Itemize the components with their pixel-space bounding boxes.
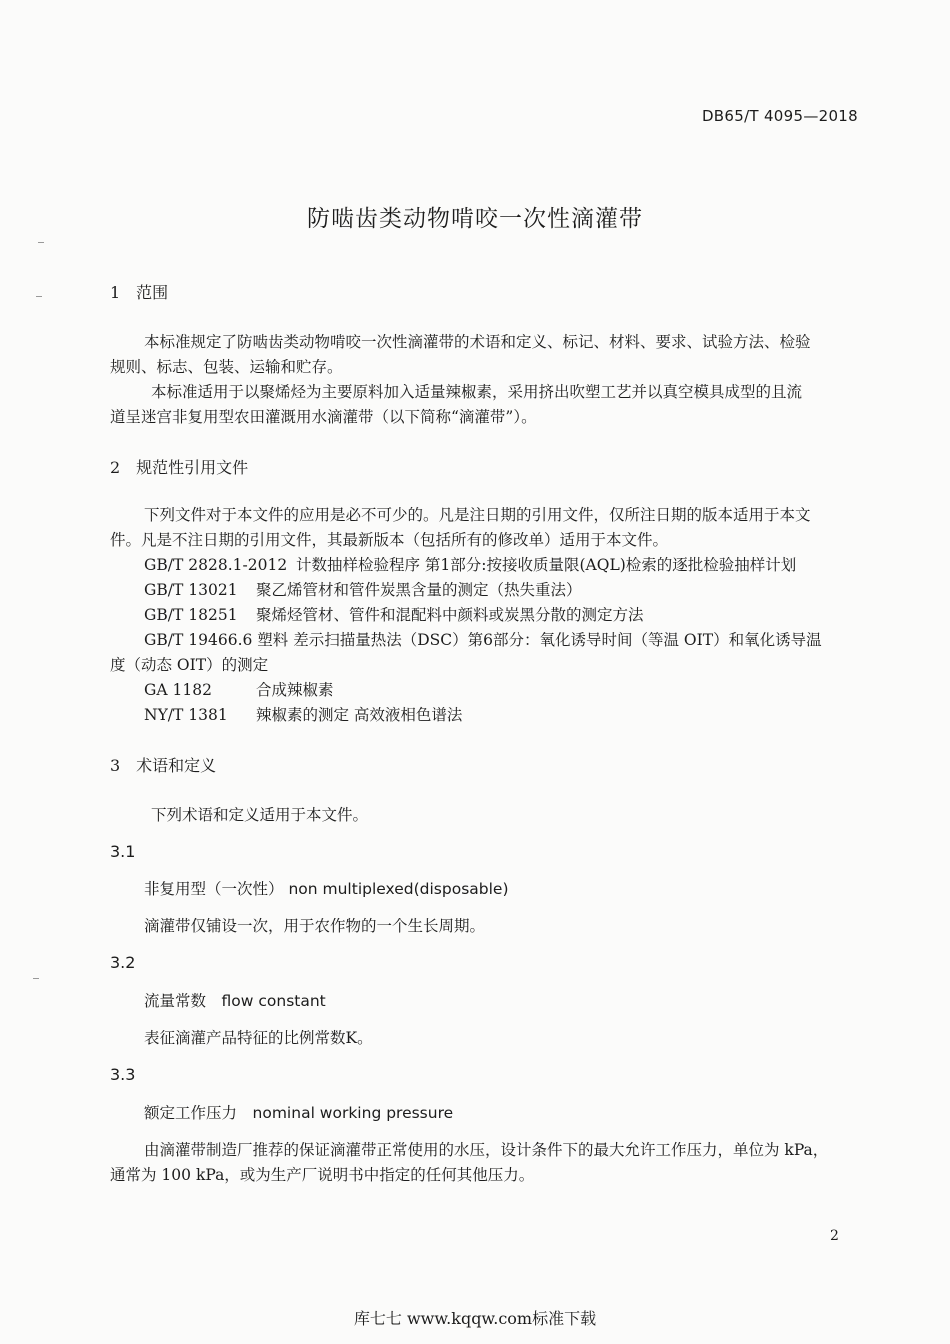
scan-mark: [38, 242, 44, 243]
reference-code: GB/T 18251: [144, 606, 238, 624]
section-3-intro: 下列术语和定义适用于本文件。: [151, 806, 369, 824]
reference-code: GB/T 2828.1-2012: [144, 556, 288, 574]
term-definition: 表征滴灌产品特征的比例常数K。: [144, 1029, 373, 1047]
term-title: [144, 877, 509, 899]
term-zh: 流量常数: [144, 992, 207, 1010]
term-number: 3.2: [110, 953, 136, 972]
reference-item-continued: [110, 653, 268, 675]
term-number: 3.3: [110, 1065, 136, 1084]
section-2-paragraph-line-1: 下列文件对于本文件的应用是必不可少的。凡是注日期的引用文件，仅所注日期的版本适用于本文: [144, 506, 811, 524]
scan-mark: [36, 296, 42, 297]
reference-title: 计数抽样检验程序 第1部分:按接收质量限(AQL)检索的逐批检验抽样计划: [296, 556, 797, 574]
footer-watermark: 库七七 www.kqqw.com标准下载: [353, 1309, 597, 1328]
term-en: non multiplexed(disposable): [288, 880, 509, 898]
reference-title: 聚乙烯管材和管件炭黑含量的测定（热失重法）: [256, 581, 582, 599]
term-definition-line-2: 通常为 100 kPa，或为生产厂说明书中指定的任何其他压力。: [110, 1166, 535, 1184]
reference-code: NY/T 1381: [144, 706, 228, 724]
section-1-paragraph-1-line-2: 规则、标志、包装、运输和贮存。: [110, 358, 343, 376]
reference-item: [144, 578, 582, 600]
section-1-heading: 1 范围: [110, 283, 169, 302]
term-definition: 滴灌带仅铺设一次，用于农作物的一个生长周期。: [144, 917, 486, 935]
section-3-heading: 3 术语和定义: [110, 756, 217, 775]
term-zh: 额定工作压力: [144, 1104, 238, 1122]
reference-title: 度（动态 OIT）的测定: [110, 656, 269, 674]
section-2-paragraph-line-2: 件。凡是不注日期的引用文件，其最新版本（包括所有的修改单）适用于本文件。: [110, 531, 669, 549]
term-en: flow constant: [221, 992, 326, 1010]
term-title: [144, 989, 326, 1011]
scan-mark: [33, 978, 39, 979]
reference-code: GA 1182: [144, 681, 212, 699]
section-1-paragraph-2-line-2: 道呈迷宫非复用型农田灌溉用水滴灌带（以下简称“滴灌带”）。: [110, 408, 537, 426]
term-number: 3.1: [110, 842, 136, 861]
document-id: DB65/T 4095—2018: [701, 107, 858, 125]
section-1-paragraph-1-line-1: 本标准规定了防啮齿类动物啃咬一次性滴灌带的术语和定义、标记、材料、要求、试验方法、检验: [144, 333, 811, 351]
section-1-paragraph-2-line-1: 本标准适用于以聚烯烃为主要原料加入适量辣椒素，采用挤出吹塑工艺并以真空模具成型的且流: [151, 383, 803, 401]
term-en: nominal working pressure: [252, 1104, 454, 1122]
reference-code: GB/T 19466.6: [144, 631, 253, 649]
reference-code: GB/T 13021: [144, 581, 238, 599]
section-2-heading: 2 规范性引用文件: [110, 458, 249, 477]
reference-title: 合成辣椒素: [256, 681, 334, 699]
reference-item: [144, 678, 334, 700]
reference-item: [144, 703, 462, 725]
term-title: [144, 1101, 453, 1123]
term-zh: 非复用型（一次性）: [144, 880, 284, 898]
reference-title: 辣椒素的测定 高效液相色谱法: [256, 706, 463, 724]
page-number: 2: [830, 1228, 839, 1244]
reference-item: [144, 603, 644, 625]
term-definition: 由滴灌带制造厂推荐的保证滴灌带正常使用的水压，设计条件下的最大允许工作压力，单位为 kPa，: [144, 1141, 829, 1159]
reference-item: [144, 628, 822, 650]
document-title: 防啮齿类动物啃咬一次性滴灌带: [307, 206, 643, 232]
reference-item: [144, 553, 796, 575]
reference-title: 聚烯烃管材、管件和混配料中颜料或炭黑分散的测定方法: [256, 606, 644, 624]
reference-title: 塑料 差示扫描量热法（DSC）第6部分：氧化诱导时间（等温 OIT）和氧化诱导温: [257, 631, 822, 649]
